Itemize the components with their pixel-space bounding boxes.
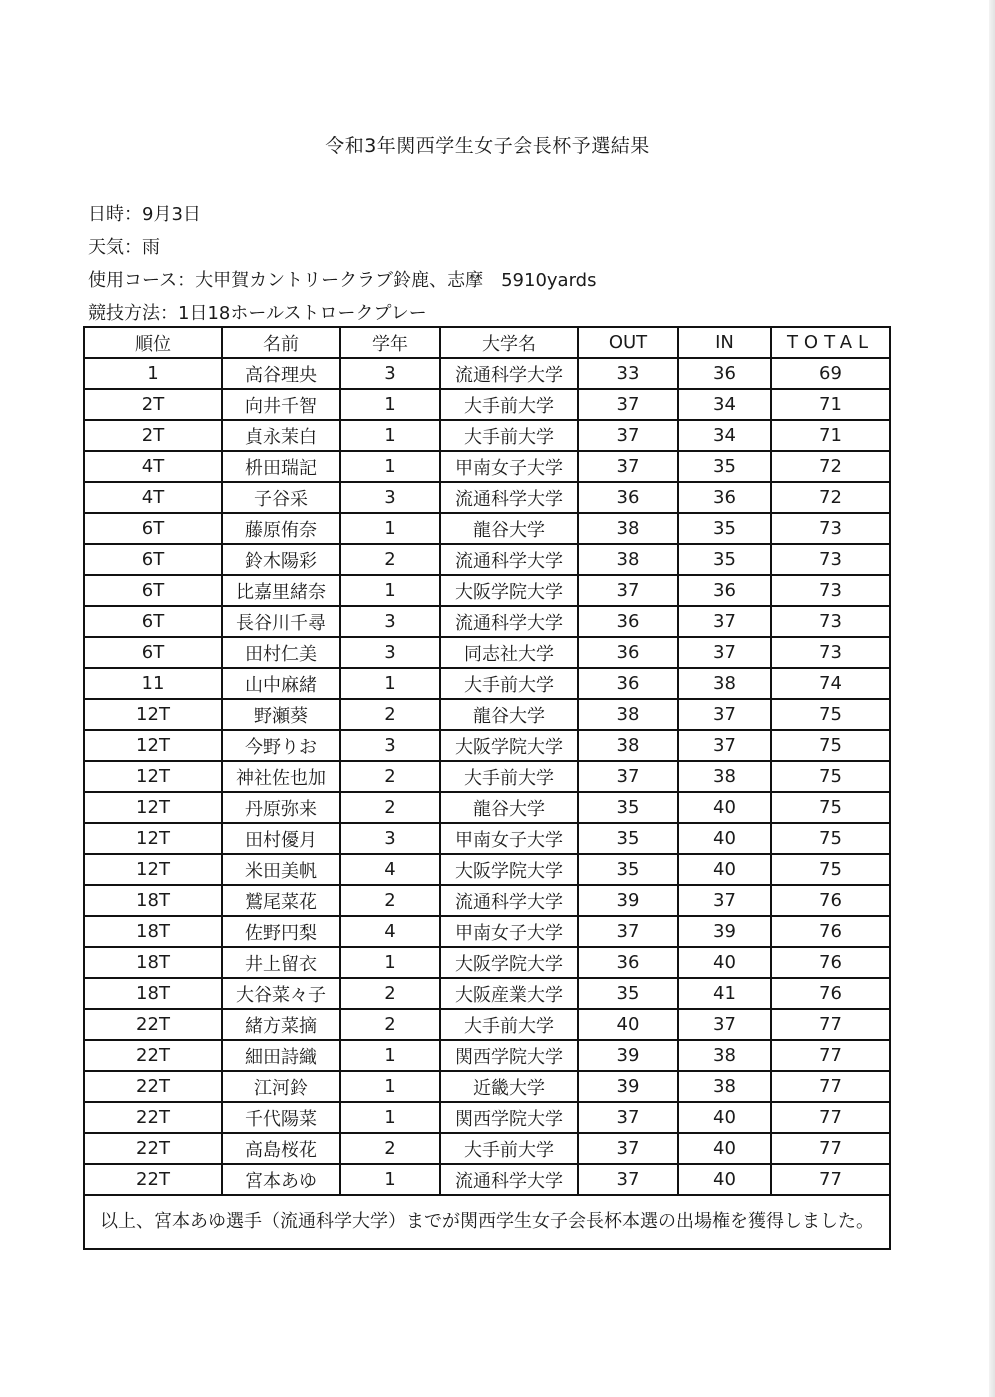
table-row	[84, 823, 890, 854]
in-cell: 39	[678, 916, 771, 947]
out-cell: 35	[578, 854, 678, 885]
name-cell: 高島桜花	[222, 1133, 340, 1164]
name-cell: 佐野円梨	[222, 916, 340, 947]
name-cell: 丹原弥来	[222, 792, 340, 823]
name-cell: 鷲尾菜花	[222, 885, 340, 916]
year-cell: 4	[340, 916, 440, 947]
out-cell: 37	[578, 761, 678, 792]
name-cell: 緒方菜摘	[222, 1009, 340, 1040]
rank-cell: 22T	[84, 1071, 222, 1102]
table-row	[84, 668, 890, 699]
in-cell: 35	[678, 544, 771, 575]
university-cell: 大阪学院大学	[440, 947, 578, 978]
table-header-row	[84, 327, 890, 358]
rank-cell: 12T	[84, 854, 222, 885]
name-cell: 鈴木陽彩	[222, 544, 340, 575]
in-cell: 34	[678, 420, 771, 451]
year-cell: 3	[340, 606, 440, 637]
name-cell: 比嘉里緒奈	[222, 575, 340, 606]
name-cell: 江河鈴	[222, 1071, 340, 1102]
table-row	[84, 885, 890, 916]
out-cell: 35	[578, 823, 678, 854]
university-cell: 大阪学院大学	[440, 730, 578, 761]
out-cell: 35	[578, 978, 678, 1009]
university-cell: 流通科学大学	[440, 544, 578, 575]
in-cell: 40	[678, 823, 771, 854]
table-row	[84, 1040, 890, 1071]
name-cell: 長谷川千尋	[222, 606, 340, 637]
name-cell: 米田美帆	[222, 854, 340, 885]
total-cell: 77	[771, 1102, 890, 1133]
in-cell: 36	[678, 575, 771, 606]
year-cell: 1	[340, 668, 440, 699]
year-cell: 1	[340, 1164, 440, 1195]
total-cell: 75	[771, 699, 890, 730]
rank-cell: 12T	[84, 823, 222, 854]
rank-cell: 18T	[84, 885, 222, 916]
total-cell: 71	[771, 389, 890, 420]
name-cell: 宮本あゆ	[222, 1164, 340, 1195]
rank-cell: 22T	[84, 1040, 222, 1071]
in-cell: 37	[678, 637, 771, 668]
in-cell: 37	[678, 885, 771, 916]
rank-cell: 22T	[84, 1164, 222, 1195]
rank-cell: 12T	[84, 699, 222, 730]
info-course: 使用コース：大甲賀カントリークラブ鈴鹿、志摩 5910yards	[88, 270, 597, 291]
header-year: 学年	[340, 327, 440, 358]
in-cell: 40	[678, 854, 771, 885]
in-cell: 40	[678, 1102, 771, 1133]
rank-cell: 4T	[84, 482, 222, 513]
table-row	[84, 916, 890, 947]
table-row	[84, 544, 890, 575]
rank-cell: 1	[84, 358, 222, 389]
year-cell: 4	[340, 854, 440, 885]
footnote-row	[84, 1195, 890, 1249]
total-cell: 72	[771, 482, 890, 513]
rank-cell: 6T	[84, 606, 222, 637]
out-cell: 37	[578, 451, 678, 482]
in-cell: 38	[678, 1040, 771, 1071]
out-cell: 38	[578, 513, 678, 544]
rank-cell: 22T	[84, 1009, 222, 1040]
year-cell: 3	[340, 482, 440, 513]
in-cell: 37	[678, 730, 771, 761]
year-cell: 2	[340, 792, 440, 823]
rank-cell: 2T	[84, 389, 222, 420]
results-table	[83, 326, 891, 1250]
university-cell: 大阪学院大学	[440, 575, 578, 606]
name-cell: 藤原侑奈	[222, 513, 340, 544]
total-cell: 76	[771, 978, 890, 1009]
table-row	[84, 1009, 890, 1040]
rank-cell: 12T	[84, 730, 222, 761]
total-cell: 77	[771, 1009, 890, 1040]
header-name: 名前	[222, 327, 340, 358]
page-title: 令和3年関西学生女子会長杯予選結果	[325, 135, 650, 157]
university-cell: 大手前大学	[440, 420, 578, 451]
university-cell: 龍谷大学	[440, 699, 578, 730]
total-cell: 75	[771, 792, 890, 823]
university-cell: 甲南女子大学	[440, 451, 578, 482]
table-row	[84, 1133, 890, 1164]
in-cell: 40	[678, 1164, 771, 1195]
table-row	[84, 730, 890, 761]
rank-cell: 6T	[84, 637, 222, 668]
name-cell: 野瀬葵	[222, 699, 340, 730]
in-cell: 38	[678, 1071, 771, 1102]
in-cell: 40	[678, 792, 771, 823]
total-cell: 75	[771, 823, 890, 854]
header-in: IN	[678, 327, 771, 358]
name-cell: 子谷采	[222, 482, 340, 513]
out-cell: 39	[578, 1071, 678, 1102]
rank-cell: 11	[84, 668, 222, 699]
out-cell: 38	[578, 699, 678, 730]
in-cell: 36	[678, 482, 771, 513]
university-cell: 流通科学大学	[440, 358, 578, 389]
rank-cell: 18T	[84, 916, 222, 947]
name-cell: 神社佐也加	[222, 761, 340, 792]
rank-cell: 18T	[84, 947, 222, 978]
name-cell: 千代陽菜	[222, 1102, 340, 1133]
university-cell: 流通科学大学	[440, 482, 578, 513]
info-method: 競技方法：1日18ホールストロークプレー	[88, 303, 427, 324]
year-cell: 1	[340, 451, 440, 482]
out-cell: 33	[578, 358, 678, 389]
university-cell: 甲南女子大学	[440, 916, 578, 947]
in-cell: 38	[678, 668, 771, 699]
results-body	[84, 358, 890, 1195]
info-date: 日時：9月3日	[88, 204, 201, 225]
university-cell: 流通科学大学	[440, 1164, 578, 1195]
total-cell: 71	[771, 420, 890, 451]
name-cell: 細田詩織	[222, 1040, 340, 1071]
table-row	[84, 482, 890, 513]
year-cell: 1	[340, 1071, 440, 1102]
rank-cell: 6T	[84, 513, 222, 544]
year-cell: 3	[340, 730, 440, 761]
total-cell: 75	[771, 730, 890, 761]
total-cell: 72	[771, 451, 890, 482]
table-row	[84, 947, 890, 978]
table-row	[84, 513, 890, 544]
table-row	[84, 1164, 890, 1195]
table-row	[84, 575, 890, 606]
out-cell: 36	[578, 637, 678, 668]
out-cell: 37	[578, 575, 678, 606]
table-row	[84, 699, 890, 730]
rank-cell: 4T	[84, 451, 222, 482]
university-cell: 関西学院大学	[440, 1102, 578, 1133]
year-cell: 2	[340, 1133, 440, 1164]
year-cell: 3	[340, 358, 440, 389]
name-cell: 今野りお	[222, 730, 340, 761]
year-cell: 1	[340, 389, 440, 420]
info-weather: 天気：雨	[88, 237, 160, 258]
university-cell: 甲南女子大学	[440, 823, 578, 854]
university-cell: 近畿大学	[440, 1071, 578, 1102]
total-cell: 73	[771, 606, 890, 637]
in-cell: 40	[678, 947, 771, 978]
year-cell: 2	[340, 544, 440, 575]
table-row	[84, 854, 890, 885]
out-cell: 37	[578, 1164, 678, 1195]
out-cell: 36	[578, 606, 678, 637]
name-cell: 田村優月	[222, 823, 340, 854]
university-cell: 大手前大学	[440, 668, 578, 699]
table-row	[84, 792, 890, 823]
header-total: TOTAL	[771, 327, 890, 358]
name-cell: 向井千智	[222, 389, 340, 420]
in-cell: 36	[678, 358, 771, 389]
total-cell: 76	[771, 885, 890, 916]
university-cell: 大手前大学	[440, 1133, 578, 1164]
name-cell: 井上留衣	[222, 947, 340, 978]
table-row	[84, 978, 890, 1009]
university-cell: 龍谷大学	[440, 792, 578, 823]
out-cell: 37	[578, 1133, 678, 1164]
total-cell: 74	[771, 668, 890, 699]
year-cell: 1	[340, 420, 440, 451]
name-cell: 貞永茉白	[222, 420, 340, 451]
rank-cell: 12T	[84, 761, 222, 792]
year-cell: 1	[340, 1102, 440, 1133]
rank-cell: 22T	[84, 1102, 222, 1133]
year-cell: 3	[340, 823, 440, 854]
table-row	[84, 761, 890, 792]
total-cell: 77	[771, 1164, 890, 1195]
university-cell: 流通科学大学	[440, 885, 578, 916]
total-cell: 75	[771, 761, 890, 792]
year-cell: 2	[340, 885, 440, 916]
out-cell: 37	[578, 389, 678, 420]
university-cell: 龍谷大学	[440, 513, 578, 544]
university-cell: 大手前大学	[440, 761, 578, 792]
table-row	[84, 358, 890, 389]
name-cell: 高谷理央	[222, 358, 340, 389]
out-cell: 38	[578, 730, 678, 761]
total-cell: 77	[771, 1040, 890, 1071]
total-cell: 69	[771, 358, 890, 389]
in-cell: 40	[678, 1133, 771, 1164]
table-row	[84, 451, 890, 482]
out-cell: 36	[578, 482, 678, 513]
year-cell: 2	[340, 699, 440, 730]
page-edge	[989, 0, 995, 1397]
out-cell: 39	[578, 1040, 678, 1071]
university-cell: 大手前大学	[440, 389, 578, 420]
name-cell: 田村仁美	[222, 637, 340, 668]
university-cell: 関西学院大学	[440, 1040, 578, 1071]
rank-cell: 22T	[84, 1133, 222, 1164]
total-cell: 73	[771, 637, 890, 668]
in-cell: 35	[678, 451, 771, 482]
year-cell: 2	[340, 978, 440, 1009]
out-cell: 37	[578, 1102, 678, 1133]
in-cell: 35	[678, 513, 771, 544]
total-cell: 76	[771, 947, 890, 978]
table-row	[84, 1071, 890, 1102]
year-cell: 1	[340, 513, 440, 544]
out-cell: 37	[578, 916, 678, 947]
rank-cell: 2T	[84, 420, 222, 451]
in-cell: 34	[678, 389, 771, 420]
table-row	[84, 389, 890, 420]
rank-cell: 12T	[84, 792, 222, 823]
total-cell: 73	[771, 513, 890, 544]
out-cell: 37	[578, 420, 678, 451]
total-cell: 73	[771, 575, 890, 606]
header-rank: 順位	[84, 327, 222, 358]
year-cell: 2	[340, 761, 440, 792]
year-cell: 1	[340, 1040, 440, 1071]
total-cell: 76	[771, 916, 890, 947]
name-cell: 枡田瑞記	[222, 451, 340, 482]
header-university: 大学名	[440, 327, 578, 358]
year-cell: 1	[340, 947, 440, 978]
in-cell: 41	[678, 978, 771, 1009]
in-cell: 37	[678, 699, 771, 730]
in-cell: 38	[678, 761, 771, 792]
university-cell: 大阪学院大学	[440, 854, 578, 885]
out-cell: 39	[578, 885, 678, 916]
out-cell: 36	[578, 668, 678, 699]
out-cell: 35	[578, 792, 678, 823]
out-cell: 36	[578, 947, 678, 978]
footnote: 以上、宮本あゆ選手（流通科学大学）までが関西学生女子会長杯本選の出場権を獲得しました。	[84, 1195, 890, 1249]
university-cell: 流通科学大学	[440, 606, 578, 637]
university-cell: 大阪産業大学	[440, 978, 578, 1009]
total-cell: 77	[771, 1071, 890, 1102]
university-cell: 同志社大学	[440, 637, 578, 668]
year-cell: 2	[340, 1009, 440, 1040]
table-row	[84, 637, 890, 668]
table-row	[84, 606, 890, 637]
table-row	[84, 1102, 890, 1133]
header-out: OUT	[578, 327, 678, 358]
university-cell: 大手前大学	[440, 1009, 578, 1040]
rank-cell: 18T	[84, 978, 222, 1009]
in-cell: 37	[678, 606, 771, 637]
rank-cell: 6T	[84, 544, 222, 575]
total-cell: 73	[771, 544, 890, 575]
total-cell: 75	[771, 854, 890, 885]
year-cell: 3	[340, 637, 440, 668]
out-cell: 38	[578, 544, 678, 575]
total-cell: 77	[771, 1133, 890, 1164]
out-cell: 40	[578, 1009, 678, 1040]
table-row	[84, 420, 890, 451]
year-cell: 1	[340, 575, 440, 606]
name-cell: 山中麻緒	[222, 668, 340, 699]
rank-cell: 6T	[84, 575, 222, 606]
in-cell: 37	[678, 1009, 771, 1040]
name-cell: 大谷菜々子	[222, 978, 340, 1009]
